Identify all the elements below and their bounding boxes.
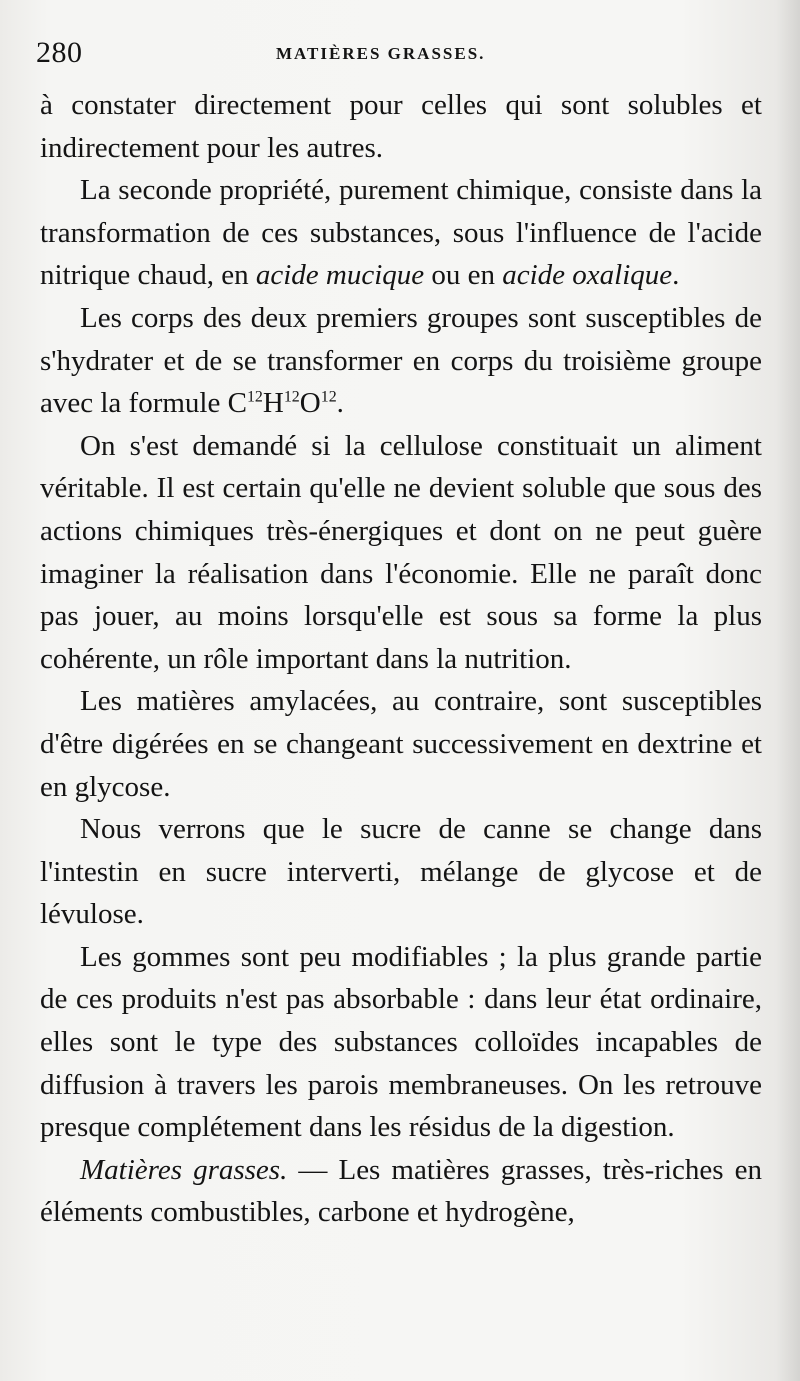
paragraph xyxy=(40,297,762,425)
paragraph xyxy=(40,1149,762,1234)
paragraph-text: Les corps des deux premiers groupes sont susceptibles de s'hydrater et de se transformer en corps du troisième groupe avec la formule xyxy=(40,301,762,420)
paragraph xyxy=(40,169,762,297)
formula-element: C xyxy=(227,387,247,420)
formula-index: 12 xyxy=(246,388,263,406)
paragraph xyxy=(40,425,762,681)
italic-term: acide oxalique xyxy=(502,259,673,292)
paragraph xyxy=(40,936,762,1149)
page-number: 280 xyxy=(36,36,83,69)
paragraph-text: . xyxy=(336,387,344,420)
paragraph-text: ou en xyxy=(424,259,503,292)
paragraph-text: Les matières amylacées, au contraire, sont susceptibles d'être digérées en se changeant successivement en dextrine et en glycose. xyxy=(40,685,762,803)
formula-index: 12 xyxy=(283,388,300,406)
paragraph xyxy=(40,84,762,169)
paragraph-text: à constater directement pour celles qui sont solubles et indirectement pour les autres. xyxy=(40,89,762,164)
paragraph xyxy=(40,680,762,808)
chemical-formula xyxy=(228,387,337,419)
paragraph-text: La seconde propriété, purement chimique, consiste dans la transformation de ces substances, sous l'influence de l'acide nitrique chaud, en xyxy=(40,174,762,292)
formula-element: H xyxy=(262,387,284,420)
running-title: MATIÈRES GRASSES. xyxy=(276,44,486,63)
paragraph-text: Les gommes sont peu modifiables ; la plus grande partie de ces produits n'est pas absorbable : dans leur état ordinaire, elles sont le type des substances colloïdes incapables de diffusion à travers les parois membraneuses. On les retrouve presque complétement dans les résidus de la digestion. xyxy=(40,940,762,1144)
formula-index: 12 xyxy=(320,388,337,406)
body-text xyxy=(40,84,762,1234)
paragraph-text: Nous verrons que le sucre de canne se change dans l'intestin en sucre interverti, mélange de glycose et de lévulose. xyxy=(40,813,762,931)
paragraph-text: On s'est demandé si la cellulose constituait un aliment véritable. Il est certain qu'elle ne devient soluble que sous des actions chimiques très-énergiques et dont on ne peut guère imaginer la réalisation dans l'économie. Elle ne paraît donc pas jouer, au moins lorsqu'elle est sous sa forme la plus cohérente, un rôle important dans la nutrition. xyxy=(40,429,762,675)
page-edge-shadow xyxy=(776,0,800,1381)
section-heading-italic: Matières grasses. xyxy=(80,1153,288,1186)
italic-term: acide mucique xyxy=(255,259,425,292)
paragraph xyxy=(40,808,762,936)
page-header xyxy=(36,36,760,76)
formula-element: O xyxy=(299,387,321,420)
paragraph-text: . xyxy=(672,259,680,292)
paragraph-text: — Les matières grasses, très-riches en éléments combustibles, carbone et hydrogène, xyxy=(40,1153,762,1229)
